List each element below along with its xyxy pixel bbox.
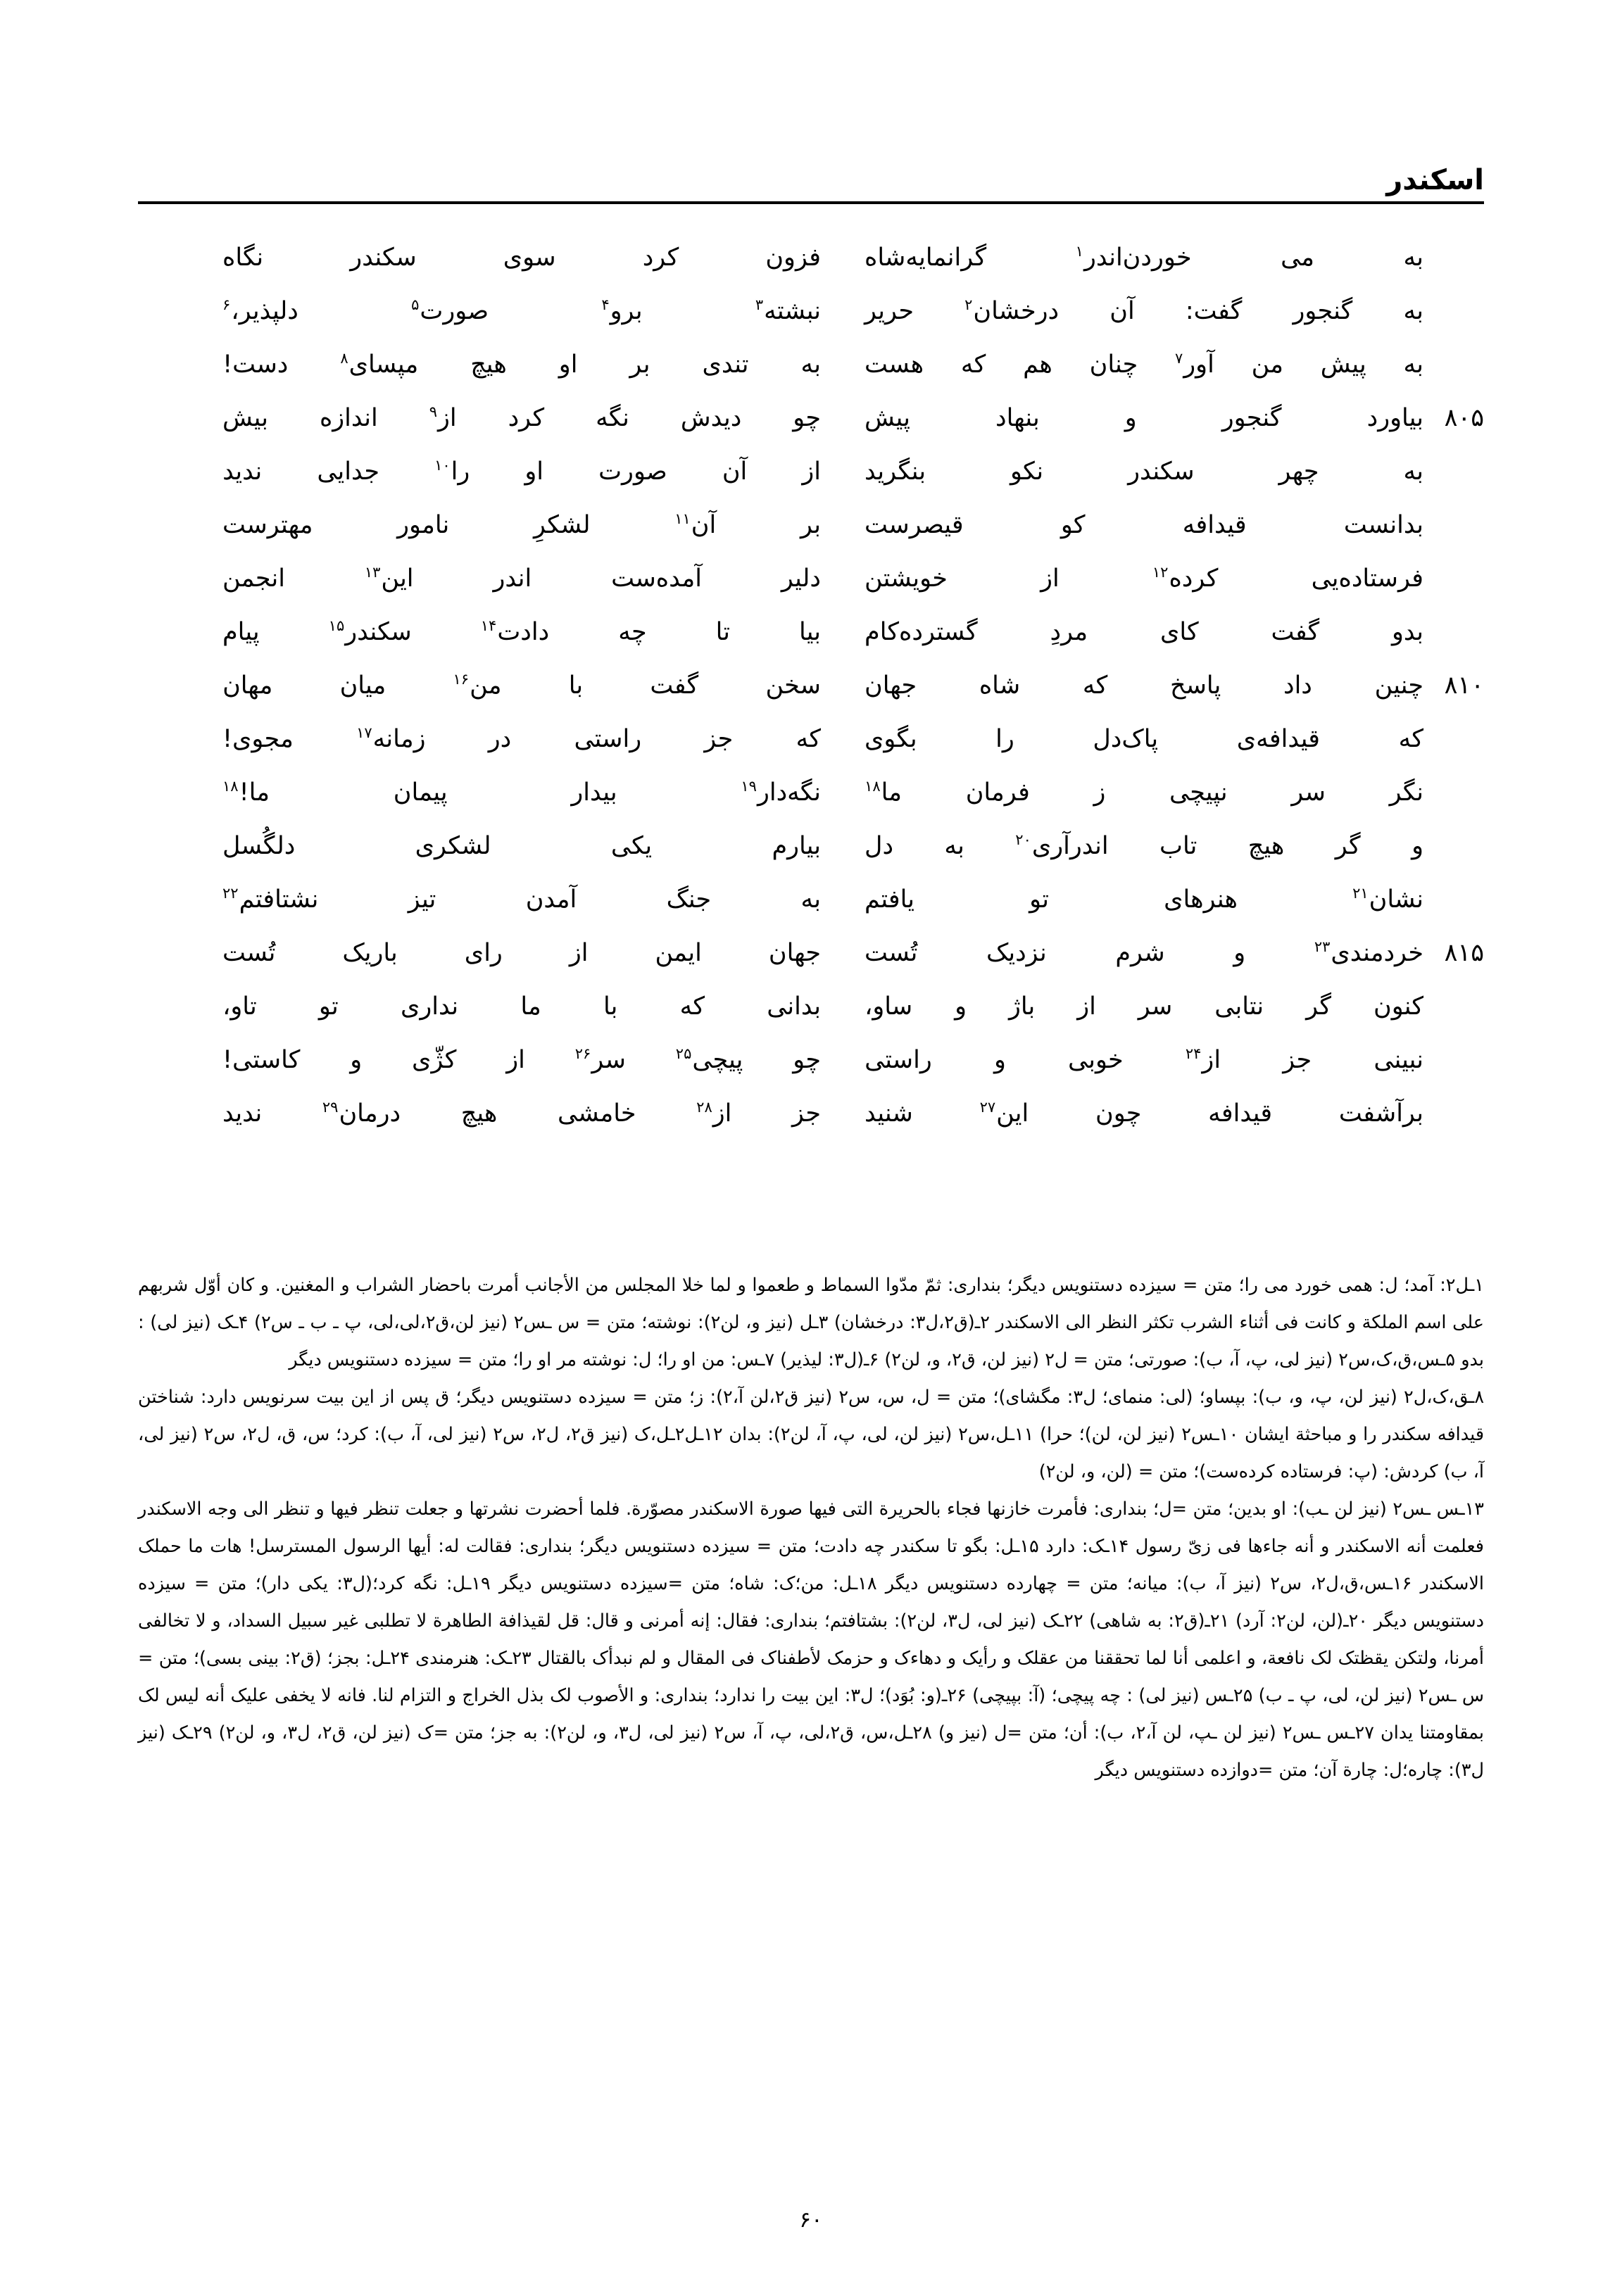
critical-apparatus xyxy=(138,1267,1484,1789)
verse-word: گفت xyxy=(1271,618,1320,646)
verse-word: تیز xyxy=(408,885,436,914)
hemistich-first xyxy=(865,767,1484,818)
verse-word: را xyxy=(995,725,1014,753)
footnote-marker[interactable]: ۱۸ xyxy=(865,778,881,795)
verse-word: قیدافه xyxy=(1182,511,1247,539)
verse-word: و xyxy=(350,1046,363,1074)
verse-word: از xyxy=(506,1046,525,1074)
verse-word: گر xyxy=(1335,832,1361,860)
verse-word: چو xyxy=(793,1046,821,1074)
verse-word: بر xyxy=(800,511,821,539)
verse-word: آن xyxy=(722,458,748,486)
verse-word: تُست xyxy=(865,939,918,967)
verse-word: تاب xyxy=(1159,832,1197,860)
verse-word: بیش xyxy=(222,404,268,432)
verse-word: گسترده‌کام xyxy=(865,618,978,646)
hemistich-first xyxy=(865,928,1484,978)
footnote-marker[interactable]: ۵ xyxy=(411,296,420,314)
apparatus-entry: ۱ـل۲: آمد؛ ل: همی خورد می را؛ متن = سیزده دستنویس دیگر؛ بنداری: ثمّ مدّوا السماط و طعموا و لما خلا المجلس من الأجانب أمرت باحضار الشراب و المغنین. و کان أوّل شربهم علی اسم الملکة و کانت فی أثناء الشرب تکثر النظر الی الاسکندر ۲ـ(ق۲،ل۳: درخشان) ۳ـل (نیز و، لن۲): نوشته؛ متن = س ـس۲ (نیز لن،ق۲،لی،لی، پ ـ ب ـ س۲) ۴ـک (نیز لی) : بدو ۵ـس،ق،ک،س۲ (نیز لی، پ، آ، ب): صورتی؛ متن = ل۲ (نیز لن، ق۲، و، لن۲) ۶ـ(ل۳: لیذیر) ۷ـس: من او را؛ ل: نوشته مر او را؛ متن = سیزده دستنویس دیگر xyxy=(138,1275,1484,1370)
verse-word: جهان xyxy=(865,671,917,700)
verse-word: گفت: xyxy=(1185,297,1243,325)
verse-word: رای xyxy=(464,939,503,967)
footnote-marker[interactable]: ۲۲ xyxy=(222,885,239,902)
footnote-marker[interactable]: ۴ xyxy=(601,296,610,314)
verse-word: ما xyxy=(520,992,541,1021)
verse-word: گنجور xyxy=(1221,404,1282,432)
verse-word: حریر xyxy=(865,297,914,325)
verse-word: جهان xyxy=(768,939,821,967)
verse-word: این$^{۱۳}$ xyxy=(364,564,414,593)
verse-word: پیش xyxy=(865,404,910,432)
verse-word: نپیچی xyxy=(1169,778,1228,807)
verse-word: با xyxy=(603,992,618,1021)
verse-word: از xyxy=(802,458,821,486)
verse-word: تو xyxy=(318,992,339,1021)
verse-word: و xyxy=(993,1046,1006,1074)
hemistich-second xyxy=(222,821,821,871)
verse-word: جز xyxy=(1283,1046,1312,1074)
verse-word: کرد xyxy=(508,404,545,432)
apparatus-entry: ۱۳ـس ـس۲ (نیز لن ـب): او بدین؛ متن =ل؛ بنداری: فأمرت خازنها فجاء بالحریرة التی فیها صورة الاسکندر مصوّرة. فلما أحضرت نشرتها و جعلت تنظر فیها و تنظر الی وجه الاسکندر فعلمت أنه الاسکندر و أنه جاءها فی زیّ رسول ۱۴ـک: دارد ۱۵ـل: بگو تا سکندر چه دادت؛ متن = سیزده دستنویس دیگر؛ بنداری: فقالت له: أیها الرسول المسترسل! هات ما حملک الاسکندر ۱۶ـس،ق،ل۲، س۲ (نیز آ، ب): میانه؛ متن = چهارده دستنویس دیگر ۱۸ـل: من؛ک: شاه؛ متن =سیزده دستنویس دیگر ۱۹ـل: نگه کرد؛(ل۳: یکی دار)؛ متن = سیزده دستنویس دیگر ۲۰ـ(لن، لن۲: آرد) ۲۱ـ(ق۲: به شاهی) ۲۲ـک (نیز لی، ل۳، لن۲): بشتافتم؛ بنداری: فقال: إنه أمرنی و قال: قل لقیذافة الطاهرة لا تطلبی غیر سبیل السداد، و لا تخالفی أمرنا، ولتکن یقظتک لک نافعة، و اعلمی أنا لما تحققنا من عقلک و رأیک و دهاءک و حزمک لأطفناک فی المقال و لم نبدأک بالقتال ۲۳ـک: هنرمندی ۲۴ـل: بجز؛ (ق۲: بینی بسی)؛ متن = س ـس۲ (نیز لن، لی، پ ـ ب) ۲۵ـس (نیز لی) : چه پیچی؛ (آ: بپیچی) ۲۶ـ(و: بُوَد)؛ ل۳: این بیت را ندارد؛ بنداری: و الأصوب لک بذل الخراج و التزام لنا. فانه لا یخفی علیک أنه لیس لک بمقاومتنا یدان ۲۷ـس ـس۲ (نیز لن ـپ، لن آ،۲، ب): أن؛ متن =ل (نیز و) ۲۸ـل،س، ق۲،لی، پ، آ، س۲ (نیز لی، ل۳، و، لن۲): به جز؛ متن =ک (نیز لن، ق۲، ل۳، و، لن۲) ۲۹ـک (نیز ل۳): چاره؛ل: چارة آن؛ متن =دوازده دستنویس دیگر xyxy=(138,1499,1485,1781)
hemistich-first xyxy=(865,874,1484,925)
verse-word: آن xyxy=(1109,297,1135,325)
couplet xyxy=(138,660,1484,714)
verse-word: پیش xyxy=(1320,351,1366,379)
verse-word: دلگُسل xyxy=(222,832,296,860)
verse-word: چنین xyxy=(1374,671,1423,700)
verse-word: که xyxy=(679,992,705,1021)
couplet xyxy=(138,232,1484,286)
footnote-marker[interactable]: ۷ xyxy=(1175,350,1183,367)
verse-word: شاه xyxy=(979,671,1021,700)
verse-word: لشکرِ xyxy=(534,511,591,539)
hemistich-first xyxy=(865,1088,1484,1139)
verse-word: آمده‌ست xyxy=(611,564,702,593)
footnote-marker[interactable]: ۲۷ xyxy=(979,1099,996,1116)
verse-word: سکندر xyxy=(1128,458,1195,486)
hemistich-second xyxy=(222,446,821,497)
verse-word: کای xyxy=(1159,618,1199,646)
verse-word: نگر xyxy=(1389,778,1423,807)
verse-word: خوبی xyxy=(1068,1046,1124,1074)
verse-word: مهان xyxy=(222,671,273,700)
verse-word: گرانمایه‌شاه xyxy=(865,244,987,272)
verse-word: گفت xyxy=(650,671,699,700)
verse-word: بیاورد xyxy=(1366,404,1423,432)
verse-word: و xyxy=(1412,832,1423,860)
couplet xyxy=(138,874,1484,928)
couplet xyxy=(138,767,1484,821)
verse-word: تندی xyxy=(702,351,749,379)
hemistich-first xyxy=(865,339,1484,390)
verse-word: اندرآری$^{۲۰}$ xyxy=(1015,831,1109,860)
verse-word: من$^{۱۶}$ xyxy=(453,671,502,700)
verse-word: سخن xyxy=(765,671,821,700)
verse-word: باریک xyxy=(342,939,398,967)
verse-word: انجمن xyxy=(222,564,285,593)
verse-word: از xyxy=(1041,564,1060,593)
footnote-marker[interactable]: ۱۴ xyxy=(480,617,497,635)
hemistich-second xyxy=(222,607,821,657)
verse-word: سر xyxy=(1291,778,1326,807)
hemistich-second xyxy=(222,1035,821,1085)
verse-word: باژ xyxy=(1008,992,1036,1021)
verse-word: اندر xyxy=(493,564,532,593)
verse-word: قیدافه‌ی xyxy=(1236,725,1320,753)
verse-word: گنجور xyxy=(1293,297,1353,325)
verse-word: میان xyxy=(339,671,386,700)
footnote-marker[interactable]: ۲۸ xyxy=(696,1099,712,1116)
verse-word: بگوی xyxy=(865,725,917,753)
hemistich-second xyxy=(222,553,821,604)
verse-word: هنرهای xyxy=(1164,885,1238,914)
verse-word: از$^{۲۸}$ xyxy=(696,1099,732,1128)
verse-word: بیا xyxy=(799,618,821,646)
verse-word: کنون xyxy=(1373,992,1423,1021)
verse-word: درخشان$^۲$ xyxy=(964,296,1060,325)
verse-word: نبشته$^۳$ xyxy=(755,296,821,325)
verse-word: خردمندی$^{۲۳}$ xyxy=(1314,938,1423,967)
hemistich-first xyxy=(865,821,1484,871)
verse-word: از$^{۲۴}$ xyxy=(1185,1045,1221,1074)
verse-word: نامور xyxy=(397,511,450,539)
hemistich-second xyxy=(222,981,821,1032)
verse-word: چون xyxy=(1095,1099,1142,1128)
verse-word: ما!$^{۱۸}$ xyxy=(222,778,270,807)
verse-word: نگه‌دار$^{۱۹}$ xyxy=(741,778,821,807)
verse-word: ز xyxy=(1093,778,1106,807)
verse-word: خوردن‌اندر$^۱$ xyxy=(1075,243,1192,272)
verse-word: برو$^۴$ xyxy=(601,296,643,325)
verse-word: تو xyxy=(1029,885,1049,914)
footnote-marker[interactable]: ۲۶ xyxy=(574,1045,591,1063)
verse-word: را$^{۱۰}$ xyxy=(434,457,470,486)
verse-word: بنهاد xyxy=(995,404,1040,432)
verse-word: ندید xyxy=(222,458,263,486)
hemistich-second xyxy=(222,500,821,550)
verse-word: که xyxy=(1398,725,1423,753)
verse-word: من xyxy=(1251,351,1283,379)
verse-word: ایمن xyxy=(655,939,702,967)
verse-word: کرد xyxy=(642,244,679,272)
verse-word: خامشی xyxy=(558,1099,636,1128)
footnote-marker[interactable]: ۱۷ xyxy=(356,724,372,742)
couplet xyxy=(138,393,1484,446)
verse-word: صورت$^۵$ xyxy=(411,296,489,325)
page-title: اسکندر xyxy=(1386,164,1484,196)
verse-word: به xyxy=(1403,244,1423,272)
verse-word: آن$^{۱۱}$ xyxy=(674,510,717,539)
verse-line-number: ۸۱۵ xyxy=(1444,939,1484,967)
verse-word: آمدن xyxy=(525,885,577,914)
verse-word: ما$^{۱۸}$ xyxy=(865,778,903,807)
verse-word: نشتافتم$^{۲۲}$ xyxy=(222,885,319,914)
hemistich-first xyxy=(865,232,1484,283)
verse-word: هیچ xyxy=(470,351,507,379)
hemistich-second xyxy=(222,232,821,283)
verse-word: به xyxy=(1403,297,1423,325)
couplet xyxy=(138,714,1484,767)
verse-word: دلپذیر،$^۶$ xyxy=(222,296,298,325)
apparatus-entry: ۸ـق،ک،ل۲ (نیز لن، پ، و، ب): بپساو؛ (لی: منمای؛ ل۳: مگشای)؛ متن = ل، س، س۲ (نیز ق۲،لن آ،۲): ز؛ متن = سیزده دستنویس دیگر؛ ق پس از این بیت سرنویس دارد: شناختن قیدافه سکندر را و مباحثة ایشان ۱۰ـس۲ (نیز لن، لن)؛ حرا) ۱۱ـل،س۲ (نیز لن، لی، پ، آ، لن۲): بدان ۱۲ـل۲ـل،ک (نیز ق۲، ل۲، س۲ (نیز لی، آ، ب): کرد؛ س، ق، ل۲، س۲ (نیز لی، آ، ب) کردش: (پ: فرستاده کرده‌ست)؛ متن = (لن، و، لن۲) xyxy=(138,1387,1485,1482)
verse-word: نگاه xyxy=(222,244,264,272)
verse-word: چهر xyxy=(1278,458,1319,486)
verse-word: قیصرست xyxy=(865,511,964,539)
verse-word: زمانه$^{۱۷}$ xyxy=(356,724,426,753)
footnote-marker[interactable]: ۲۳ xyxy=(1314,938,1331,956)
verse-word: فرستاده‌یی xyxy=(1311,564,1423,593)
verse-word: تا xyxy=(715,618,731,646)
footnote-marker[interactable]: ۲۹ xyxy=(322,1099,339,1116)
verse-word: سوی xyxy=(503,244,556,272)
verse-word: به xyxy=(800,351,821,379)
verse-word: نبینی xyxy=(1373,1046,1423,1074)
hemistich-first xyxy=(865,286,1484,336)
verse-word: بنگرید xyxy=(865,458,926,486)
verse-word: که xyxy=(796,725,821,753)
footnote-marker[interactable]: ۲۰ xyxy=(1015,831,1031,849)
verse-word: دلیر xyxy=(781,564,821,593)
verse-word: چنان xyxy=(1089,351,1138,379)
verse-word: به xyxy=(1403,458,1423,486)
couplet xyxy=(138,981,1484,1035)
hemistich-first xyxy=(865,446,1484,497)
verse-word: به xyxy=(1403,351,1423,379)
hemistich-second xyxy=(222,928,821,978)
verse-word: هست xyxy=(865,351,924,379)
couplet xyxy=(138,607,1484,660)
verse-word: از xyxy=(569,939,589,967)
verse-word: راستی xyxy=(574,725,642,753)
verse-word: و xyxy=(1233,939,1246,967)
verse-word: کژّی xyxy=(412,1046,457,1074)
footnote-marker[interactable]: ۱۵ xyxy=(328,617,345,635)
folio-number: ۶۰ xyxy=(799,2207,823,2233)
footnote-marker[interactable]: ۱۰ xyxy=(434,457,451,474)
verse-word: که xyxy=(960,351,986,379)
page-header xyxy=(138,127,1484,204)
verse-word: بدو xyxy=(1391,618,1423,646)
hemistich-second xyxy=(222,660,821,711)
verse-word: اندازه xyxy=(319,404,378,432)
verse-word: بیدار xyxy=(571,778,617,807)
hemistich-first xyxy=(865,393,1484,443)
verse-word: کرده$^{۱۲}$ xyxy=(1152,564,1219,593)
footnote-marker[interactable]: ۸ xyxy=(340,350,348,367)
footnote-marker[interactable]: ۲۴ xyxy=(1185,1045,1202,1063)
verse-word: نزدیک xyxy=(986,939,1047,967)
verse-word: داد xyxy=(1283,671,1312,700)
verse-word: بدانست xyxy=(1343,511,1423,539)
couplet xyxy=(138,286,1484,339)
verse-line-number: ۸۱۰ xyxy=(1444,671,1484,700)
verse-word: هیچ xyxy=(460,1099,498,1128)
verse-word: سکندر xyxy=(350,244,417,272)
verse-word: فرمان xyxy=(965,778,1030,807)
hemistich-first xyxy=(865,714,1484,764)
verse-word: سر xyxy=(1138,992,1173,1021)
verse-word: پیچی$^{۲۵}$ xyxy=(675,1045,743,1074)
verse-word: نکو xyxy=(1010,458,1044,486)
verse-word: مپسای$^۸$ xyxy=(340,350,419,379)
verse-word: او xyxy=(558,351,578,379)
hemistich-first xyxy=(865,981,1484,1032)
footnote-marker[interactable]: ۲۵ xyxy=(675,1045,692,1063)
verse-word: صورت xyxy=(598,458,667,486)
verse-block xyxy=(138,232,1484,1204)
hemistich-second xyxy=(222,714,821,764)
verse-word: راستی xyxy=(865,1046,932,1074)
verse-word: لشکری xyxy=(415,832,491,860)
verse-word: قیدافه xyxy=(1208,1099,1273,1128)
hemistich-first xyxy=(865,500,1484,550)
footnote-marker[interactable]: ۱۳ xyxy=(364,564,381,581)
verse-word: نشان$^{۲۱}$ xyxy=(1352,885,1423,914)
verse-word: درمان$^{۲۹}$ xyxy=(322,1099,401,1128)
verse-word: دادت$^{۱۴}$ xyxy=(480,617,550,646)
verse-word: خویشتن xyxy=(865,564,948,593)
footnote-marker[interactable]: ۹ xyxy=(429,403,437,421)
verse-word: سکندر$^{۱۵}$ xyxy=(328,617,412,646)
verse-word: چو xyxy=(793,404,821,432)
footnote-marker[interactable]: ۲۱ xyxy=(1352,885,1369,902)
couplet xyxy=(138,500,1484,553)
verse-word: بیارم xyxy=(772,832,821,860)
hemistich-first xyxy=(865,1035,1484,1085)
verse-word: با xyxy=(568,671,584,700)
verse-word: مهترست xyxy=(222,511,313,539)
footnote-marker[interactable]: ۶ xyxy=(222,296,231,314)
footnote-marker[interactable]: ۱۲ xyxy=(1152,564,1169,581)
verse-word: کو xyxy=(1060,511,1086,539)
verse-word: می xyxy=(1281,244,1314,272)
verse-word: هم xyxy=(1023,351,1052,379)
verse-word: به xyxy=(944,832,964,860)
verse-word: نداری xyxy=(400,992,459,1021)
verse-word: فزون xyxy=(765,244,821,272)
verse-word: برآشفت xyxy=(1338,1099,1423,1128)
hemistich-first xyxy=(865,660,1484,711)
verse-word: هیچ xyxy=(1247,832,1285,860)
verse-word: جز xyxy=(704,725,734,753)
verse-word: بدانی xyxy=(767,992,821,1021)
verse-word: یافتم xyxy=(865,885,915,914)
footnote-marker[interactable]: ۳ xyxy=(755,296,764,314)
verse-word: که xyxy=(1082,671,1108,700)
hemistich-second xyxy=(222,874,821,925)
verse-word: جدایی xyxy=(317,458,380,486)
verse-word: پیمان xyxy=(393,778,448,807)
verse-word: آور$^۷$ xyxy=(1175,350,1214,379)
hemistich-second xyxy=(222,393,821,443)
verse-word: جنگ xyxy=(666,885,712,914)
footnote-marker[interactable]: ۱۸ xyxy=(222,778,239,795)
verse-word: ساو، xyxy=(865,992,913,1021)
verse-word: و xyxy=(1124,404,1137,432)
hemistich-second xyxy=(222,339,821,390)
verse-line-number: ۸۰۵ xyxy=(1444,404,1484,432)
couplet xyxy=(138,1088,1484,1142)
hemistich-first xyxy=(865,607,1484,657)
verse-word: مردِ xyxy=(1050,618,1088,646)
footnote-marker[interactable]: ۱۶ xyxy=(453,671,470,688)
verse-word: از xyxy=(1077,992,1096,1021)
verse-word: چه xyxy=(618,618,647,646)
verse-word: سر$^{۲۶}$ xyxy=(574,1045,626,1074)
footnote-marker[interactable]: ۲ xyxy=(964,296,973,314)
verse-word: دل xyxy=(865,832,894,860)
verse-word: بر xyxy=(629,351,650,379)
couplet xyxy=(138,339,1484,393)
header-divider xyxy=(138,201,1484,204)
verse-word: ندید xyxy=(222,1099,263,1128)
verse-word: در xyxy=(488,725,512,753)
verse-word: دست! xyxy=(222,351,289,379)
verse-word: مجوی! xyxy=(222,725,294,753)
verse-word: او xyxy=(524,458,544,486)
hemistich-first xyxy=(865,553,1484,604)
verse-word: به xyxy=(800,885,821,914)
verse-word: نتابی xyxy=(1214,992,1264,1021)
verse-word: جز xyxy=(792,1099,821,1128)
verse-word: از$^۹$ xyxy=(429,403,457,432)
hemistich-second xyxy=(222,767,821,818)
verse-word: و xyxy=(955,992,967,1021)
verse-word: شنید xyxy=(865,1099,913,1128)
footnote-marker[interactable]: ۱ xyxy=(1075,243,1083,260)
couplet xyxy=(138,928,1484,981)
verse-word: دیدش xyxy=(680,404,742,432)
verse-word: تُست xyxy=(222,939,276,967)
verse-word: پاک‌دل xyxy=(1093,725,1159,753)
hemistich-second xyxy=(222,286,821,336)
verse-word: کاستی! xyxy=(222,1046,301,1074)
couplet xyxy=(138,1035,1484,1088)
verse-word: یکی xyxy=(610,832,653,860)
verse-word: این$^{۲۷}$ xyxy=(979,1099,1029,1128)
hemistich-second xyxy=(222,1088,821,1139)
verse-word: پیام xyxy=(222,618,260,646)
verse-word: پاسخ xyxy=(1169,671,1221,700)
verse-word: تاو، xyxy=(222,992,257,1021)
verse-word: گر xyxy=(1306,992,1332,1021)
verse-word: شرم xyxy=(1115,939,1165,967)
verse-word: نگه xyxy=(596,404,629,432)
couplet xyxy=(138,553,1484,607)
footnote-marker[interactable]: ۱۹ xyxy=(741,778,757,795)
footnote-marker[interactable]: ۱۱ xyxy=(674,510,691,528)
couplet xyxy=(138,821,1484,874)
couplet xyxy=(138,446,1484,500)
